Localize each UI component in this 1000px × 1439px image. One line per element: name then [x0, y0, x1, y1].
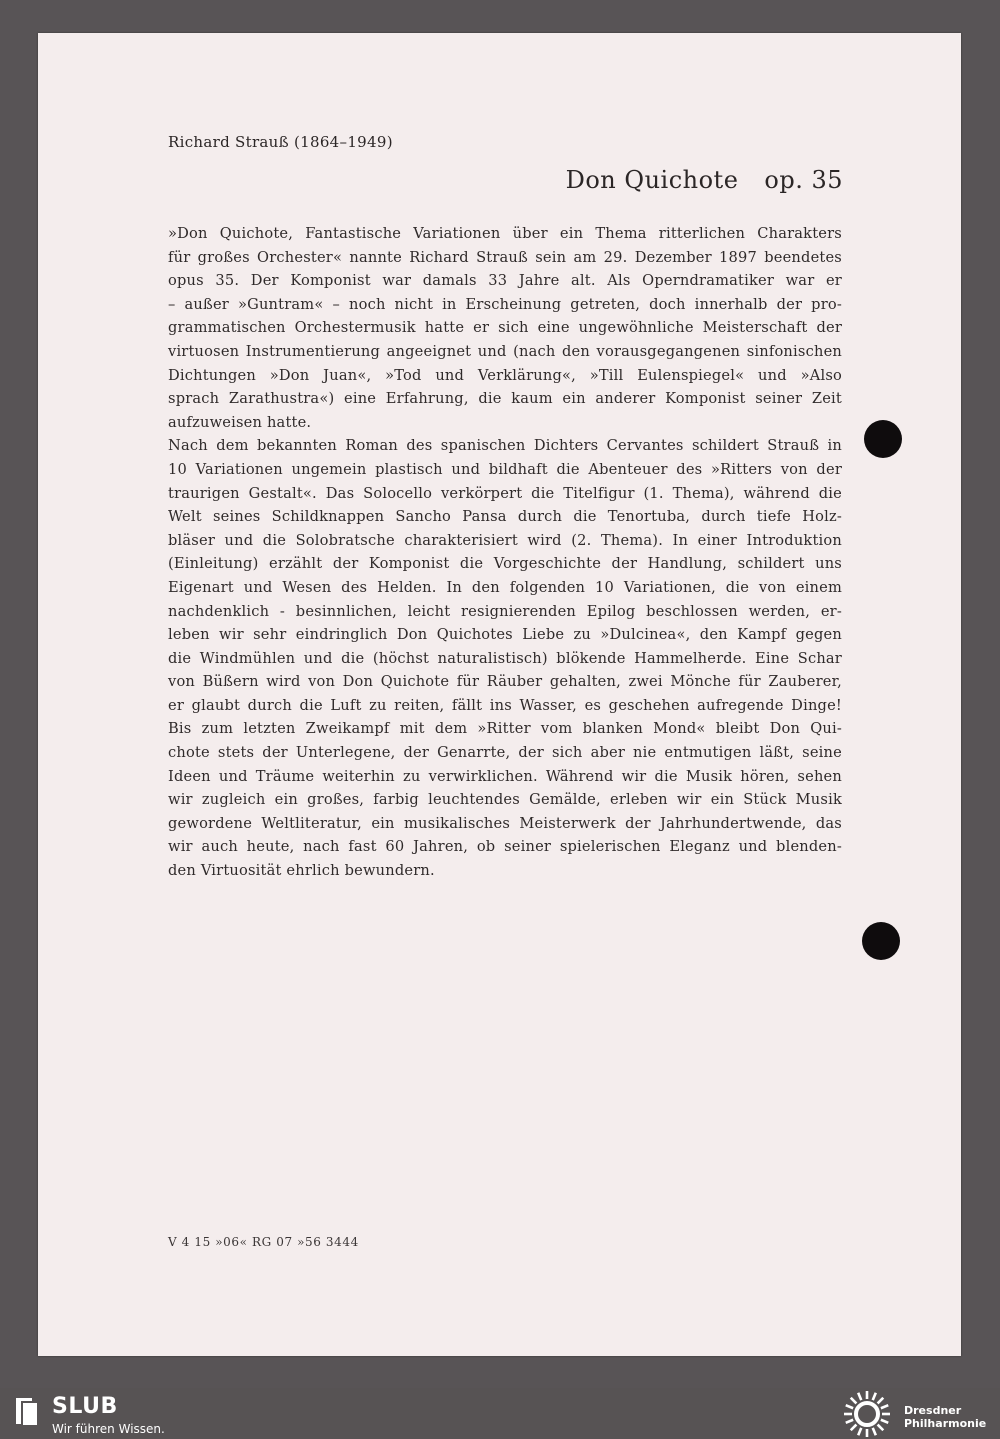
book-icon[interactable]	[14, 1396, 40, 1428]
text-line: opus 35. Der Komponist war damals 33 Jahre alt. Als Operndramatiker war er	[168, 272, 842, 290]
text-line: für großes Orchester« nannte Richard Strauß sein am 29. Dezember 1897 beendetes	[168, 248, 842, 266]
text-line: leben wir sehr eindringlich Don Quichotes Liebe zu »Dulcinea«, den Kampf gegen	[168, 626, 842, 644]
text-line: grammatischen Orchestermusik hatte er sich eine ungewöhnliche Meisterschaft der	[168, 319, 842, 337]
text-line: nachdenklich - besinnlichen, leicht resignierenden Epilog beschlossen werden, er-	[168, 602, 842, 620]
text-line: den Virtuosität ehrlich bewundern.	[168, 862, 435, 880]
philharmonie-name-line1: Dresdner	[904, 1404, 962, 1417]
slub-logo-text[interactable]: SLUB	[52, 1394, 118, 1419]
punch-hole-icon	[862, 922, 900, 960]
text-line: Welt seines Schildknappen Sancho Pansa durch die Tenortuba, durch tiefe Holz-	[168, 508, 842, 526]
work-title	[566, 166, 843, 194]
composer-name: Richard Strauß (1864–1949)	[168, 133, 393, 151]
text-line: Eigenart und Wesen des Helden. In den folgenden 10 Variationen, die von einem	[168, 578, 842, 596]
text-line: Bis zum letzten Zweikampf mit dem »Ritter vom blanken Mond« bleibt Don Qui-	[168, 720, 842, 738]
text-line: er glaubt durch die Luft zu reiten, fällt ins Wasser, es geschehen aufregende Dinge!	[168, 696, 842, 714]
document-page	[38, 33, 961, 1356]
text-line: 10 Variationen ungemein plastisch und bildhaft die Abenteuer des »Ritters von der	[168, 460, 842, 478]
print-code: V 4 15 »06« RG 07 »56 3444	[168, 1235, 359, 1249]
text-line: virtuosen Instrumentierung angeeignet und (nach den vorausgegangenen sinfonischen	[168, 342, 842, 360]
slub-tagline: Wir führen Wissen.	[52, 1422, 165, 1436]
text-line: gewordene Weltliteratur, ein musikalisches Meisterwerk der Jahrhundertwende, das	[168, 814, 842, 832]
text-line: »Don Quichote, Fantastische Variationen über ein Thema ritterlichen Charakters	[168, 225, 842, 242]
text-line: sprach Zarathustra«) eine Erfahrung, die kaum ein anderer Komponist seiner Zeit	[168, 390, 842, 408]
text-line: von Büßern wird von Don Quichote für Räuber gehalten, zwei Mönche für Zauberer,	[168, 673, 842, 691]
philharmonie-name-line2: Philharmonie	[904, 1417, 987, 1430]
text-line: – außer »Guntram« – noch nicht in Erscheinung getreten, doch innerhalb der pro-	[168, 295, 842, 313]
text-line: chote stets der Unterlegene, der Genarrte, der sich aber nie entmutigen läßt, seine	[168, 744, 842, 762]
text-line: Nach dem bekannten Roman des spanischen Dichters Cervantes schildert Strauß in	[168, 437, 842, 455]
text-line: aufzuweisen hatte.	[168, 413, 312, 431]
text-line: die Windmühlen und die (höchst naturalistisch) blökende Hammelherde. Eine Schar	[168, 649, 842, 667]
philharmonie-name[interactable]	[904, 1404, 986, 1430]
text-line: traurigen Gestalt«. Das Solocello verkörpert die Titelfigur (1. Thema), während die	[168, 484, 842, 502]
program-note-text	[168, 222, 842, 883]
text-line: (Einleitung) erzählt der Komponist die Vorgeschichte der Handlung, schildert uns	[168, 555, 842, 573]
text-line: Dichtungen »Don Juan«, »Tod und Verklärung«, »Till Eulenspiegel« und »Also	[168, 366, 842, 384]
text-line: wir auch heute, nach fast 60 Jahren, ob seiner spielerischen Eleganz und blenden-	[168, 838, 842, 856]
work-title-text: Don Quichote	[565, 166, 739, 194]
text-line: wir zugleich ein großes, farbig leuchtendes Gemälde, erleben wir ein Stück Musik	[168, 791, 842, 809]
text-line: bläser und die Solobratsche charakterisiert wird (2. Thema). In einer Introduktion	[168, 531, 842, 549]
punch-hole-icon	[864, 420, 902, 458]
viewer-footer-bar	[0, 1388, 1000, 1439]
opus-number: op. 35	[764, 166, 843, 194]
text-line: Ideen und Träume weiterhin zu verwirklichen. Während wir die Musik hören, sehen	[168, 767, 842, 785]
philharmonie-logo-icon[interactable]	[842, 1390, 892, 1438]
